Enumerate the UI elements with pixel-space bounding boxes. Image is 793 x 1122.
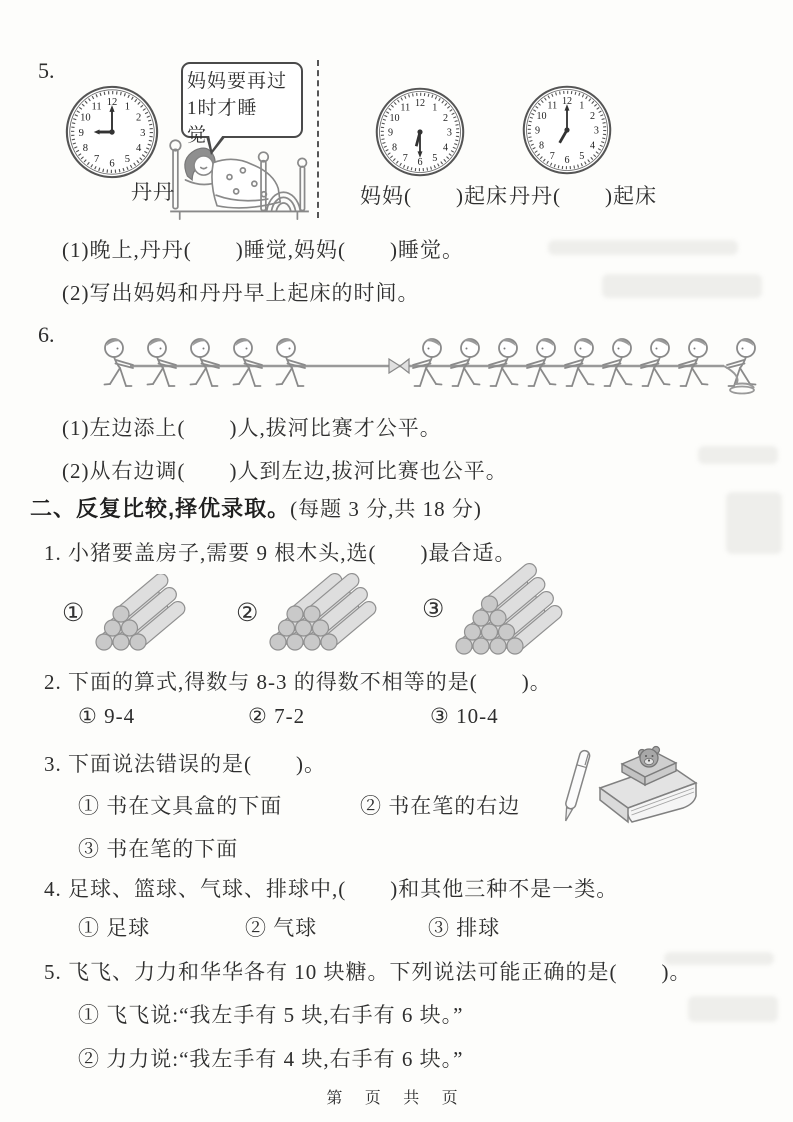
bleed-through-artifact <box>726 492 782 554</box>
pen <box>561 749 591 822</box>
girl-head <box>194 156 213 175</box>
speech-bubble-line2: 1时才睡觉。 <box>187 98 258 146</box>
bleed-through-artifact <box>698 446 778 464</box>
log-pile-3 <box>448 556 576 656</box>
bleed-through-artifact <box>688 996 778 1022</box>
s2q2-option2: ② 7-2 <box>248 704 306 728</box>
s2q5-text: 5. 飞飞、力力和华华各有 10 块糖。下列说法可能正确的是( )。 <box>44 960 692 984</box>
bleed-through-artifact <box>548 240 738 255</box>
book-pen-illustration <box>556 736 706 831</box>
left-team <box>105 339 306 386</box>
s2q2-option1: ① 9-4 <box>78 704 136 728</box>
page-footer: 第 页 共 页 <box>326 1090 467 1107</box>
s2q1-text: 1. 小猪要盖房子,需要 9 根木头,选( )最合适。 <box>44 541 517 565</box>
sleeping-girl-illustration <box>168 134 312 222</box>
q5-number: 5. <box>38 58 55 83</box>
section2-score-note: (每题 3 分,共 18 分) <box>290 497 482 521</box>
s2q5-option2: ② 力力说:“我左手有 4 块,右手有 6 块。” <box>78 1047 464 1071</box>
s2q4-option2: ② 气球 <box>245 916 318 940</box>
s2q3-option3: ③ 书在笔的下面 <box>78 837 239 861</box>
speech-bubble-tail-fill <box>209 135 223 150</box>
s2q4-text: 4. 足球、篮球、气球、排球中,( )和其他三种不是一类。 <box>44 877 619 901</box>
q5-sub1: (1)晚上,丹丹( )睡觉,妈妈( )睡觉。 <box>62 238 464 262</box>
clock-center <box>564 127 569 132</box>
s2q3-option2: ② 书在笔的右边 <box>360 794 521 818</box>
bleed-through-artifact <box>602 274 762 298</box>
right-team <box>413 339 756 386</box>
clock-center <box>109 129 114 134</box>
s2q1-option2-label: ② <box>236 600 259 627</box>
s2q2-text: 2. 下面的算式,得数与 8-3 的得数不相等的是( )。 <box>44 670 552 694</box>
q5-dashed-divider <box>317 60 319 218</box>
s2q4-option1: ① 足球 <box>78 916 151 940</box>
danda-wake-blank: 丹丹( )起床 <box>509 184 657 208</box>
q5-sub2: (2)写出妈妈和丹丹早上起床的时间。 <box>62 281 420 305</box>
s2q3-option1: ① 书在文具盒的下面 <box>78 794 283 818</box>
rope-center-marker <box>389 359 409 373</box>
q6-number: 6. <box>38 322 55 347</box>
tug-of-war-illustration <box>92 324 764 404</box>
clock-danda-bedtime <box>64 84 160 180</box>
rope-coil-end <box>730 387 754 394</box>
section2-title: 二、反复比较,择优录取。 <box>30 496 291 521</box>
log-pile-1 <box>88 574 200 654</box>
s2q1-option3-label: ③ <box>422 596 445 623</box>
section2-header <box>30 492 482 523</box>
s2q4-option3: ③ 排球 <box>428 916 501 940</box>
s2q2-option3: ③ 10-4 <box>430 704 499 728</box>
mama-wake-blank: 妈妈( )起床 <box>360 184 508 208</box>
speech-bubble <box>181 62 303 146</box>
s2q5-option1: ① 飞飞说:“我左手有 5 块,右手有 6 块。” <box>78 1003 464 1027</box>
clock-center <box>417 129 422 134</box>
s2q1-option1-label: ① <box>62 600 85 627</box>
q6-sub1: (1)左边添上( )人,拔河比赛才公平。 <box>62 416 442 440</box>
log-pile-2 <box>262 566 390 654</box>
s2q3-text: 3. 下面说法错误的是( )。 <box>44 752 326 776</box>
bed-post-right <box>300 167 304 211</box>
q6-sub2: (2)从右边调( )人到左边,拔河比赛也公平。 <box>62 459 508 483</box>
danda-label: 丹丹 <box>131 180 175 204</box>
clock-danda-wake <box>521 84 613 176</box>
speech-bubble-line1: 妈妈要再过 <box>187 71 288 92</box>
clock-mama-wake <box>374 86 466 178</box>
bleed-through-artifact <box>664 952 774 965</box>
